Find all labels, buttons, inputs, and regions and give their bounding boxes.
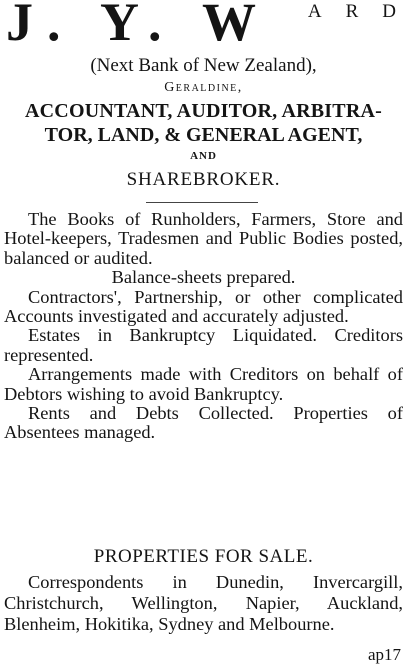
service-paragraph: Rents and Debts Collected. Properties of Absentees managed.	[4, 403, 403, 443]
address-line: (Next Bank of New Zealand),	[90, 55, 317, 76]
service-paragraph: Contractors', Partnership, or other complicated Accounts investigated and accurately adjusted.	[4, 286, 403, 327]
correspondents-paragraph: Correspondents in Dunedin, Invercargill, Christchurch, Wellington, Napier, Auckland, Blenheim, Hokitika, Sydney and Melbourne.	[4, 572, 403, 634]
name-small-letters: ARD	[307, 1, 420, 22]
service-paragraph: Arrangements made with Creditors on behalf of Debtors wishing to avoid Bankruptcy.	[4, 364, 403, 404]
divider-rule	[146, 202, 258, 203]
service-paragraph: Estates in Bankruptcy Liquidated. Creditors represented.	[4, 325, 403, 365]
issue-tag: ap17	[367, 645, 401, 664]
name-large-letters: J. Y. W	[6, 0, 271, 52]
services-list	[4, 210, 403, 443]
profession-line-2: TOR, LAND, & GENERAL AGENT,	[44, 124, 363, 146]
service-paragraph: The Books of Runholders, Farmers, Store and Hotel-keepers, Tradesmen and Public Bodies posted, balanced or audited.	[4, 209, 403, 268]
sharebroker-line: SHAREBROKER.	[126, 169, 281, 190]
properties-heading: PROPERTIES FOR SALE.	[93, 546, 314, 567]
and-connector: AND	[190, 150, 217, 162]
correspondents-block	[4, 572, 403, 635]
service-paragraph: Balance-sheets prepared.	[111, 267, 296, 288]
profession-line-1: ACCOUNTANT, AUDITOR, ARBITRA-	[25, 100, 382, 122]
advertiser-name	[6, 0, 420, 52]
town-line: Geraldine,	[164, 80, 243, 95]
